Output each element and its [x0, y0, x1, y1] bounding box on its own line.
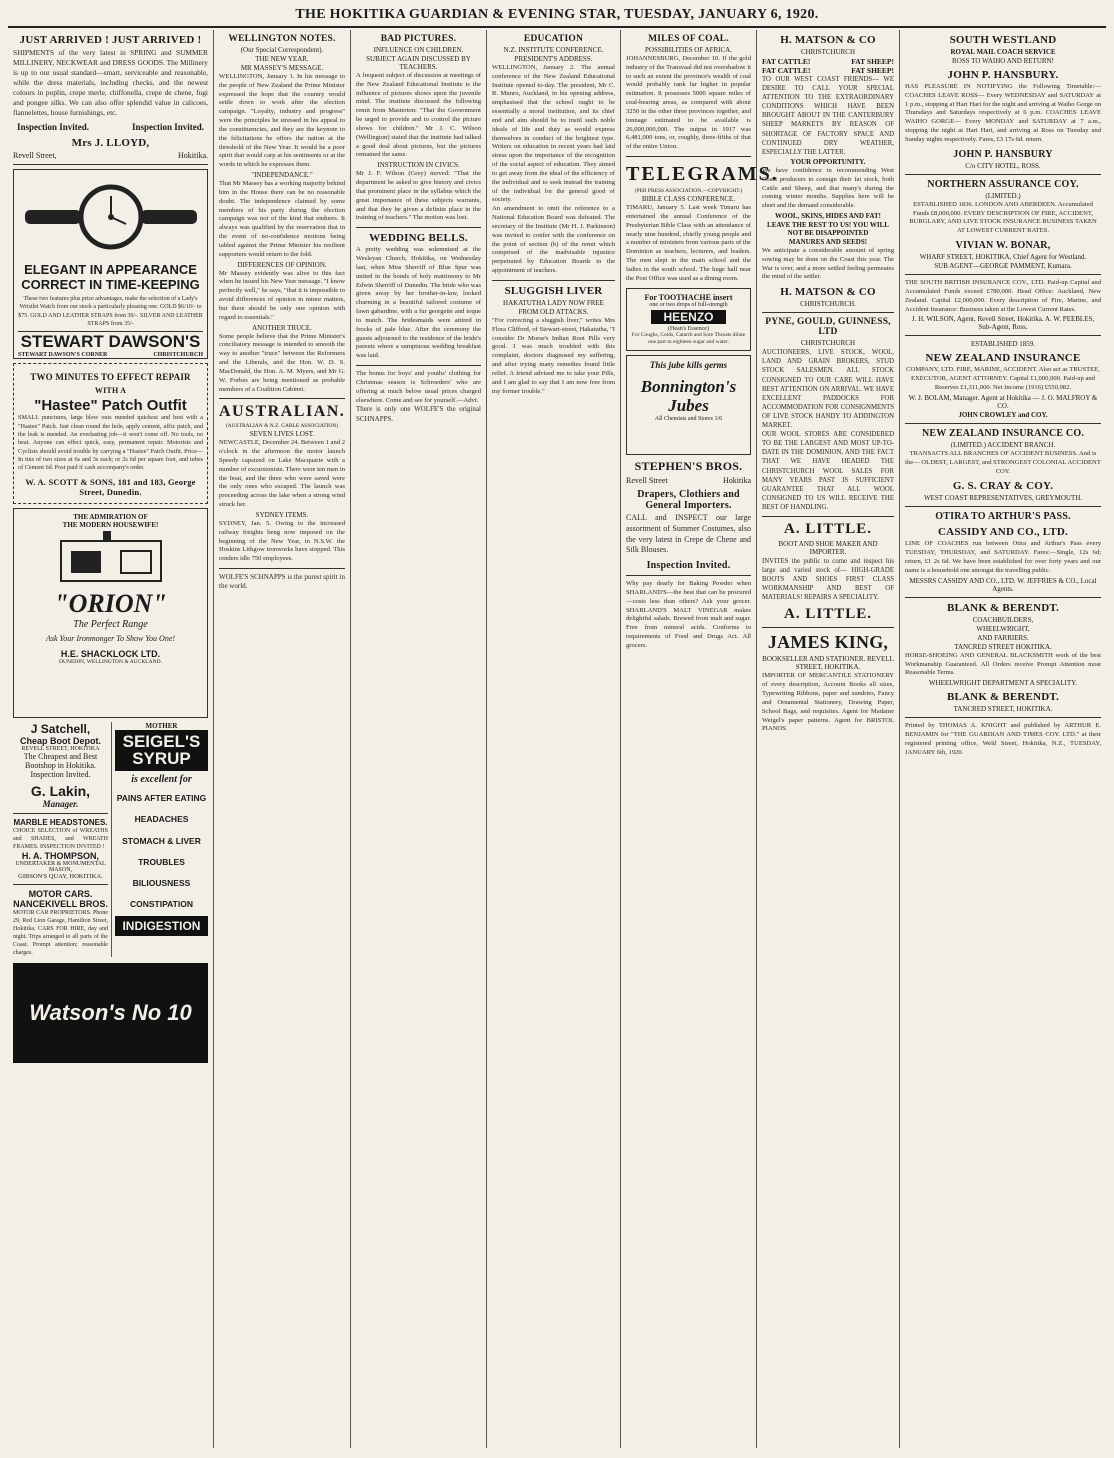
heenzo-text: For Coughs, Colds, Catarrh and Sore Throats dilute one part to eighteen sugar and water. [631, 331, 746, 345]
column-1 [8, 30, 214, 1448]
inspection-left: Inspection Invited. [17, 122, 90, 133]
bonningtons-brand: Bonnington's Jubes [640, 377, 737, 415]
little-sub: BOOT AND SHOE MAKER AND IMPORTER. [778, 539, 878, 556]
gcray-name: G. S. CRAY & COY. [952, 480, 1054, 493]
watch-headline-2: CORRECT IN TIME-KEEPING [21, 277, 200, 293]
divider [905, 597, 1101, 598]
truce-heading: ANOTHER TRUCE. [252, 323, 312, 332]
blank-sub-2: WHEELWRIGHT, [976, 624, 1030, 633]
divider [356, 365, 481, 366]
watsons-ad: Watson's No 10 [13, 963, 208, 1063]
nz-accident-sub: (LIMITED.) ACCIDENT BRANCH. [950, 440, 1056, 449]
seigel-list [115, 788, 208, 916]
northern-sub: (LIMITED.) [985, 191, 1021, 200]
king-text: IMPORTER OF MERCANTILE STATIONERY of every description, Account Books all sizes, Typewriting Ribbons, paper and sundries, Fancy and Ornamental Stationery, Drawing Paper, School Bags, and requisites. Agent for Madame Weigel's paper patterns. Agent for BRISTOL PIANOS. [762, 672, 894, 733]
stewart-city: CHRISTCHURCH [153, 351, 203, 358]
imprint: Printed by THOMAS A. KNIGHT and published by ARTHUR E. BENJAMIN for "THE GUARDIAN AND TIMES COY. LTD." at their registered printing office, Weld Street, Hokitika, N.Z., TUESDAY, JANUARY 6th, 1920. [905, 722, 1101, 756]
education-text-2: An amendment to omit the reference to a National Education Board was defeated. The secretary of the Institute (Mr H. J. Parkinson) was invited to confer with the conference on the point of section (b) of the remit which comprised of the inadvisable injustice perpetrated by Education Boards in the appointment of teachers. [492, 205, 615, 275]
pyne-text-2: OUR WOOL STORES ARE CONSIDERED TO BE THE LARGEST AND MOST UP-TO-DATE IN THE DOMINION, AND THE FACT THAT WE HAVE HEADED THE CHRISTCHURCH WOOL SALES FOR MANY YEARS PAST IS SUFFICIENT GUARANTEE THAT ALL WOOL CONSIGNED TO US WILL RECEIVE THE BEST OF HANDLING. [762, 431, 894, 511]
hastee-line-2: WITH A [94, 386, 127, 396]
divider [905, 423, 1101, 424]
civics-heading: INSTRUCTION IN CIVICS. [377, 161, 460, 170]
sluggish-sub-1: HAKATUTHA LADY NOW FREE [503, 298, 604, 307]
motor-heading: MOTOR CARS. [28, 888, 93, 899]
new-year-heading: THE NEW YEAR. [255, 55, 309, 63]
hansbury-text: HAS PLEASURE IN NOTIFYING the Following Timetable:— COACHES LEAVE ROSS— Every WEDNESDAY and SATURDAY at 1 p.m., stopping at Hari Hari for the night and arriving at Waiho Gorge on Thursdays and Saturdays respectively at 6 p.m. COACHES LEAVE WAIHO GORGE— Every MONDAY and SATURDAY at 7 a.m., stopping the night at Hari Hari, and arriving at Ross on Tuesday and Sunday nights respectively. Fares, £3 17s 6d. return. [905, 83, 1101, 143]
heenzo-ad [626, 288, 751, 352]
stephens-tagline: Drapers, Clothiers and General Importers. [637, 489, 740, 512]
sharland-ad: Why pay dearly for Baking Powder when SHARLAND'S—the best that can be procured—costs less than others? Ask your grocer. SHARLAND'S MALT VINEGAR makes delightful salads. Brewed from malt and sugar. Free from mineral acids. Conforms to requirements of Food and Drugs Act. All grocers. [626, 580, 751, 649]
divider [13, 164, 208, 165]
lloyd-street: Revell Street, [13, 151, 57, 161]
fat-sheep-2: FAT SHEEP! [851, 66, 894, 75]
just-arrived-heading: JUST ARRIVED ! JUST ARRIVED ! [19, 34, 202, 46]
massey-heading: MR MASSEY'S MESSAGE. [240, 64, 324, 72]
cassidy-name: CASSIDY AND CO., LTD. [938, 526, 1068, 539]
inspection-row [17, 122, 204, 132]
divider [762, 516, 894, 517]
seigel-mother: MOTHER [145, 721, 178, 730]
blank-address-2: TANCRED STREET, HOKITIKA. [953, 705, 1053, 714]
northern-text: ESTABLISHED 1836. LONDON AND ABERDEEN. Accumulated Funds £8,000,000. EVERY DESCRIPTION OF FIRE, ACCIDENT, BURGLARY, AND LIVE STOCK INSURANCE BUSINESS TAKEN AT LOWEST CURRENT RATES. [909, 200, 1097, 235]
seigel-tagline: is excellent for [131, 774, 192, 786]
seigel-item: BILIOUSNESS [132, 878, 191, 889]
civics-text: Mr J. F. Wilson (Grey) moved: "That the department be asked to give history and civics that prominent place in the syllabus which the great importance of these subjects warrants, and that they be given a definite place in the training of teachers." The motion was lost. [356, 170, 481, 222]
orion-brand: "ORION" [54, 588, 167, 618]
heenzo-brand: HEENZO [651, 310, 726, 324]
australian-heading: AUSTRALIAN. [219, 403, 346, 421]
divider [13, 884, 108, 885]
orion-top-1: THE ADMIRATION OF [73, 512, 148, 521]
lloyd-address [13, 151, 208, 160]
column-2 [214, 30, 351, 1448]
independance-heading: "INDEPENDANCE." [251, 171, 313, 180]
cassidy-agents: MESSRS CASSIDY AND CO., LTD. W. JEFFRIES & CO., Local Agents. [909, 576, 1097, 593]
just-arrived-text: SHIPMENTS of the very latest in SPRING and SUMMER MILLINERY, NECKWEAR and DRESS GOODS. The Millinery is up to our usual standard—smart, serviceable and reasonable, while the dress materials, including checks, and the newest colours in poplin, crepe merle, chiffonella, crepe de chene, fugi and pongee silks. We can also offer splendid value in calicoes, flannelettes, house furnishings, etc. [13, 48, 208, 117]
education-sub-1: N.Z. INSTITUTE CONFERENCE. [503, 46, 604, 54]
sydney-heading: SYDNEY ITEMS. [255, 510, 309, 519]
masthead: THE HOKITIKA GUARDIAN & EVENING STAR, TUESDAY, JANUARY 6, 1920. [8, 4, 1106, 28]
stewart-footer [18, 352, 203, 358]
bad-pictures-sub-1: INFLUENCE ON CHILDREN. [373, 46, 464, 54]
fat-sheep [851, 57, 894, 75]
divider [626, 156, 751, 157]
inspection-right: Inspection Invited. [131, 122, 204, 133]
little-text: INVITES the public to come and inspect his large and varied stock of— HIGH-GRADE BOOTS AND SHOES FIRST CLASS WORKMANSHIP AND BEST OF MATERIALS! REPAIRS A SPECIALITY. [762, 557, 894, 602]
wheelwright-dept: WHEELWRIGHT DEPARTMENT A SPECIALITY. [928, 679, 1078, 688]
divider [905, 717, 1101, 718]
divider [905, 174, 1101, 175]
pyne-city: CHRISTCHURCH [800, 339, 856, 348]
sluggish-sub-2: FROM OLD ATTACKS. [518, 307, 589, 316]
divider [905, 506, 1101, 507]
stephens-address [626, 476, 751, 485]
blank-sub-3: AND FARRIERS. [977, 633, 1029, 642]
wellington-text-4: Some people believe that the Prime Minister's conciliatory message is intended to smooth the way to another "truce" between the Reformers and the Liberals, and the Hon. W. D. S. MacDonald, the Hon. A. M. Myers, and Mr G. W. Forbes are being mentioned as probable members of a Coalition Cabinet. [219, 332, 345, 393]
blank-berendt-name-2: BLANK & BERENDT. [946, 691, 1060, 704]
stephens-town: Hokitika [723, 476, 751, 486]
leave-rest: LEAVE THE REST TO US! YOU WILL NOT BE DISAPPOINTED [767, 220, 889, 237]
wellington-text-1: WELLINGTON, January 1. In his message to the people of New Zealand the Prime Minister expressed the hope that the country would settle down to work after the election campaign. "Loyalty, industry and progress" were the principles he stressed in his appeal to the constituencies, and they are the keynote to the felicitations he offers the nation at the threshold of the New Year. It would be a poor spirit that would carp at his sentiments or at the words in which he expresses them. [219, 73, 345, 169]
jube-tagline: This jube kills germs [649, 360, 728, 371]
watch-illustration [18, 174, 203, 262]
ross-waiho: ROSS TO WAIHO AND RETURN! [952, 57, 1054, 65]
bonningtons-small: All Chemists and Stores 1/6 [654, 415, 723, 422]
crowley-name: JOHN CROWLEY and COY. [958, 410, 1048, 419]
hansbury-address: C/o CITY HOTEL, ROSS. [965, 161, 1041, 170]
cassidy-text: LINE OF COACHES run between Otira and Arthur's Pass every TUESDAY, THURSDAY, and SATURDAY. Fares:—Single, 12s 6d; return, £1 2s 6d. We have been established for over forty years and our name is a household one amongst the travelling public. [905, 540, 1101, 574]
established: ESTABLISHED 1859. [971, 340, 1035, 349]
scott-address: W. A. SCOTT & SONS, 181 and 183, George Street, Dunedin. [25, 476, 196, 497]
coal-sub: POSSIBILITIES OF AFRICA. [645, 46, 732, 54]
vivian-sub: WHARF STREET, HOKITIKA, Chief Agent for Westland. [919, 253, 1087, 262]
columns [8, 30, 1106, 1448]
nancekivell-text: MOTOR CAR PROPRIETORS. Phone 29, Red Lion Garage, Hamilton Street, Hokitika. CARS FOR HIRE, day and night. Trips arranged to all parts of the Coast. Prompt attention; reasonable charges. [13, 909, 108, 956]
south-westland-title: SOUTH WESTLAND [949, 34, 1057, 46]
horse-shoeing-text: HORSE-SHOEING AND GENERAL BLACKSMITH work of the best Workmanship Guaranteed. All Orders receive Prompt Attention most Reasonable Terms. [905, 651, 1101, 677]
king-sub: BOOKSELLER AND STATIONER. REVELL STREET, HOKITIKA. [762, 655, 894, 672]
fat-sheep-1: FAT SHEEP! [851, 57, 894, 66]
sluggish-text: "For correcting a sluggish liver," writes Mrs Flora Clifford, of Stewart-street, Hakatutha, "I consider Dr Morse's Indian Root Pills very good. I was much troubled with this complaint, doctors diagnosed my suffering, and after trying many remedies found little relief. A friend advised me to take your Pills, and I am glad to say that I am now free from my former trouble." [492, 316, 615, 395]
telegrams-sub: (PER PRESS ASSOCIATION.—COPYRIGHT.) [634, 188, 743, 195]
divider [626, 575, 751, 576]
australian-text-2: SYDNEY, Jan. 5. Owing to the increased railway freights beng now imposed on the beginning of the New Year, in N.S.W. the Hoskins Lithgow ironworks have stopped. This renders idle 750 employees. [219, 519, 345, 563]
column-6 [757, 30, 900, 1448]
hastee-ad [13, 363, 208, 503]
telegrams-heading: TELEGRAMS. [626, 163, 779, 186]
wolfe-ad: There is only one WOLFE'S the original SCHNAPPS. [356, 405, 481, 423]
bad-pictures-title: BAD PICTURES. [380, 34, 457, 44]
coal-title: MILES OF COAL. [648, 34, 729, 44]
wedding-text: A pretty wedding was solemnised at the Wesleyan Church, Hokitika, on Wednesday last, when Miss Sherriff of Blue Spur was united in the bonds of holy matrimony to Mr Edwin Sherriff of Dunedin. The bride who was given away by her brother-in-law, looked charming in a beautiful tailored costume of fawn gabardine, with a fur georgette and toque to match. The bridesmaids were attired in frocks of pale blue. After the ceremony the guests adjourned to the residence of the bride's parents where a sumptuous wedding breakfast was laid. [356, 246, 481, 360]
divider [219, 568, 345, 569]
divider [762, 312, 894, 313]
satchell-name: J Satchell, [30, 721, 91, 736]
matson-name-2: H. MATSON & CO [780, 286, 876, 299]
hastee-title: "Hastee" Patch Outfit [34, 397, 187, 415]
matson-city: CHRISTCHURCH [800, 48, 856, 56]
lloyd-name: Mrs J. LLOYD, [71, 137, 150, 150]
divider [905, 335, 1101, 336]
wellington-title: WELLINGTON NOTES. [228, 34, 336, 44]
differences-heading: DIFFERENCES OF OPINION. [237, 260, 327, 269]
opportunity-text: We have confidence in recommending West Coast producers to consign their fat stock, both Cattle and Sheep, and that many's during the coming winter months. Supplies here will be short and the demand considerable. [762, 166, 894, 210]
divider [905, 274, 1101, 275]
nz-insurance-name: NEW ZEALAND INSURANCE [925, 352, 1081, 365]
clothing-notice: The bonus for boys' and youths' clothing for Christmas season is Schroeders' who are offering at much below usual prices charged elsewhere. Come and see for yourself.—Advt. [356, 370, 481, 404]
pamment-agent: SUB AGENT—GEORGE PAMMENT, Kumara. [934, 262, 1072, 271]
gcray-sub: WEST COAST REPRESENTATIVES, GREYMOUTH. [923, 494, 1083, 503]
satchell-street: REVELL STREET, HOKITIKA [21, 745, 100, 752]
orion-top-2: THE MODERN HOUSEWIFE! [62, 520, 159, 529]
seigel-brand: SEIGEL'S SYRUP [115, 730, 208, 772]
wristwatch-icon [21, 178, 201, 258]
orion-ad [13, 508, 208, 718]
stewart-dawson-brand: STEWART DAWSON'S [18, 331, 203, 352]
bad-pictures-sub-2: SUBJECT AGAIN DISCUSSED BY TEACHERS. [366, 55, 471, 71]
australian-text-1: NEWCASTLE, December 24. Between 1 and 2 o'clock in the afternoon the motor launch Speedy capsized on Lake Macquarie with a number of excursionists. There were ten men in the boat, and the three who were saved were the only ones who escaped. The launch was proceeding across the lake when a strong wind struck her. [219, 439, 345, 509]
wellington-byline: (Our Special Correspondent). [240, 46, 324, 54]
matson-text: TO OUR WEST COAST FRIENDS— WE DESIRE TO CALL YOUR SPECIAL ATTENTION TO THE EXTRAORDINARY CONDITIONS WHICH HAVE BEEN BROUGHT ABOUT IN THE CANTERBURY SHEEP MARKETS BY REASON OF SHORTAGE OF FACTORY SPACE AND CONTINUED DRY WEATHER, ESPECIALLY THE LATTER. [762, 76, 894, 156]
divider [13, 813, 108, 814]
seven-lives-heading: SEVEN LIVES LOST. [249, 430, 315, 439]
peebles-agents: J. H. WILSON, Agent, Revell Street, Hokitika. A. W. PEEBLES, Sub-Agent, Ross. [911, 315, 1095, 332]
opportunity-heading: YOUR OPPORTUNITY. [790, 157, 866, 166]
thompson-address: GIBSON'S QUAY, HOKITIKA. [18, 872, 103, 880]
nz-accident-text: TRANSACTS ALL BRANCHES OF ACCIDENT BUSINESS. And is the— OLDEST, LARGEST, and STRONGEST COLONIAL ACCIDENT COY. [905, 449, 1101, 475]
stephens-inspection: Inspection Invited. [646, 560, 731, 572]
divider [356, 227, 481, 228]
matson-city-2: CHRISTCHURCH. [800, 300, 856, 309]
south-british-text: THE SOUTH BRITISH INSURANCE COY., LTD. Paid-up Capital and Accumulated Funds exceed £780,000. Head Office: Auckland, New Zealand. Capital £2,000,000. Every description of Fire, Marine, and Accident Insurance: Business taken at the Lowest Current Rates. [905, 279, 1101, 313]
telegrams-text: TIMARU, January 5. Last week Timaru has entertained the annual Conference of the Presbyterian Bible Class with an attendance of nearly nine hundred, chiefly young people and a number of ministers from various parts of the Dominion as teachers, lecturers, and leaders. The men slept in the main school and the ladies in the south school. The huge hall near the Post Office was used as a dining room. [626, 204, 751, 282]
hansbury-name-2: JOHN P. HANSBURY [953, 148, 1053, 160]
education-title: EDUCATION [523, 34, 584, 44]
blank-berendt-name: BLANK & BERENDT. [946, 601, 1060, 614]
stephens-street: Revell Street [626, 476, 668, 486]
seigel-item: CONSTIPATION [130, 899, 193, 910]
australian-sub: (AUSTRALIAN & N.Z. CABLE ASSOCIATION) [225, 423, 339, 430]
seigel-item: HEADACHES [134, 814, 189, 825]
divider [492, 280, 615, 281]
seigel-indigestion: INDIGESTION [115, 916, 208, 936]
watch-headline-1: ELEGANT IN APPEARANCE [24, 262, 197, 278]
newspaper-page [8, 4, 1106, 1448]
lakin-name: G. Lakin, [30, 782, 91, 799]
nz-insurance-text: COMPANY, LTD. FIRE, MARINE, ACCIDENT. Also act as TRUSTEE, EXECUTOR, AGENT ATTORNEY. Capital £1,000,000. Paid-up and Reserves £1,311,000. Net Income (1916) £550,982. [906, 366, 1100, 392]
column-5 [621, 30, 779, 1448]
column-4 [487, 30, 621, 1448]
fat-cattle [762, 57, 810, 75]
manures-heading: MANURES AND SEEDS! [788, 237, 868, 246]
stove-icon [51, 531, 171, 587]
column-7 [900, 30, 1106, 1448]
satchell-ads [13, 722, 112, 957]
little-name: A. LITTLE. [784, 520, 872, 537]
bible-class-heading: BIBLE CLASS CONFERENCE. [641, 195, 736, 204]
stephens-text: CALL and INSPECT our large assortment of Summer Costumes, also the very latest in Crepe de Chene and Silk Blouses. [626, 513, 751, 555]
marble-heading: MARBLE HEADSTONES. [13, 817, 108, 827]
marble-text: CHOICE SELECTION of WREATHS and SHADES, and WREATH FRAMES. INSPECTION INVITED ! [13, 827, 108, 850]
bad-pictures-text: A frequent subject of discussion at meetings of the New Zealand Educational Institute is the influence of pictures shows upon the juvenile mind. The institute discussed the following remit from Masterton: "That the Government be urged to provide and to control the picture shows for children." Mr J. C. Wilson (Wellington) stated that the institute had talked a good deal about pictures, but the pictures remained the same. [356, 72, 481, 159]
little-name-2: A. LITTLE. [784, 606, 872, 623]
divider [219, 398, 345, 399]
matson-name: H. MATSON & CO [780, 34, 876, 46]
vivian-name: VIVIAN W. BONAR, [955, 240, 1051, 252]
wedding-heading: WEDDING BELLS. [369, 232, 468, 245]
orion-maker-sub: DUNEDIN, WELLINGTON & AUCKLAND. [59, 658, 162, 665]
thompson-name: H. A. THOMPSON, [21, 850, 100, 861]
satchell-depot: Cheap Boot Depot. [19, 735, 101, 746]
wolfe-ad: WOLFE'S SCHNAPPS is the purest spirit in the world. [219, 573, 345, 591]
column-3 [351, 30, 487, 1448]
nz-insurance-agent: W. J. BOLAM, Manager. Agent at Hokitika — J. O. MALFROY & CO. [908, 393, 1098, 410]
bonningtons-ad [626, 355, 751, 455]
education-sub-2: PRESIDENT'S ADDRESS. [514, 55, 593, 63]
watch-ad [13, 169, 208, 359]
seigel-item: PAINS AFTER EATING [116, 793, 207, 804]
thompson-title: UNDERTAKER & MONUMENTAL MASON, [15, 860, 106, 873]
wellington-text-3: Mr Massey evidently was alive to this fact when he issued his New Year message. "I know perfectly well," he says, "that it is impossible to avoid differences of opinion in minor matters, but there should be only one opinion with regard to essentials." [219, 269, 345, 321]
orion-ask: Ask Your Ironmonger To Show You One! [45, 633, 176, 643]
otira-heading: OTIRA TO ARTHUR'S PASS. [935, 511, 1071, 523]
satchell-inspection: Inspection Invited. [30, 769, 91, 779]
northern-name: NORTHERN ASSURANCE COY. [927, 178, 1079, 190]
toothache-head: For TOOTHACHE insert [644, 292, 733, 302]
heenzo-tag: (Hean's Essence) [668, 325, 709, 332]
blank-sub-1: COACHBUILDERS, [972, 615, 1034, 624]
wellington-text-2: That Mr Massey has a working majority behind him in the House there can be no reasonable doubt. The independence claimed by some members of his party during the election campaign was not of the kind that endures. It always was qualified by the reservation that in the event of no-confidence motions being tabled against the Prime Minister his resilient supporters would return to the fold. [219, 180, 345, 258]
manures-text: We anticipate a considerable amount of spring sowing may be done on the Coast this year. The War is over, and a more settled feeling permeates the mind of the settler. [762, 246, 894, 281]
divider [762, 627, 894, 628]
hansbury-name: JOHN P. HANSBURY. [947, 69, 1059, 81]
coal-text: JOHANNESBURG, December 10. If the gold industry of the Transvaal did not overshadow it to such an extent the province's wealth of coal would probably rank far higher in popular estimation. It possesses 5000 square miles of coal-bearing areas, as compared with about 3250 in the other three provinces together, and tonnage estimated to be available is 26,000,000,000. The output in 1917 was 6,481,000 tons, or, roughly, three-fifths of that of the entire Union. [626, 55, 751, 151]
nz-accident-name: NEW ZEALAND INSURANCE CO. [921, 427, 1085, 439]
education-text-1: WELLINGTON, January 2. The annual conference of the New Zealand Educational Institute opened to-day. The president, Mr C. R. Munro, Auckland, in his opening address, emphasised that the school ought to be essentially a moral institution, and its chief end and aim should be to instil such noble ideals of life and duty as would express themselves in conduct of the brightest type. Writers on education in recent years had laid stress upon the importance of the recognition of the social aspect of education. They aimed to get away from the ideal of the efficiency of the individual and to seek instead the training of the individual for the general good of society. [492, 64, 615, 204]
lakin-title: Manager. [42, 798, 79, 809]
fat-cattle-2: FAT CATTLE! [762, 66, 811, 75]
fat-cattle-1: FAT CATTLE! [762, 57, 811, 66]
range-illustration [18, 529, 203, 589]
orion-maker: H.E. SHACKLOCK LTD. [60, 648, 161, 659]
wool-heading: WOOL, SKINS, HIDES AND FAT! [775, 211, 881, 220]
satchell-tagline: The Cheapest and Best Bootshop in Hokitika. [23, 751, 98, 770]
stewart-corner: STEWART DAWSON'S CORNER [18, 351, 108, 358]
coach-service: ROYAL MAIL COACH SERVICE [950, 48, 1056, 56]
hastee-line-1: TWO MINUTES TO EFFECT REPAIR [30, 372, 191, 383]
watch-small-text: These two features plus price advantages, make the selection of a Lady's Wristlet Watch from our stock a particularly pleasing one. GOLD $6/10/- to $75. GOLD AND LEATHER STRAPS from 30/-. SILVER AND LEATHER STRAPS from 35/- [18, 296, 203, 327]
bottom-ads-row [13, 722, 208, 957]
lloyd-town: Hokitika. [178, 151, 208, 161]
fat-stock-row [762, 57, 894, 75]
toothache-sub: one or two drops of full-strength [649, 301, 728, 308]
stephens-name: STEPHEN'S BROS. [634, 459, 743, 474]
orion-subtitle: The Perfect Range [73, 618, 148, 630]
seigel-item: STOMACH & LIVER TROUBLES [122, 835, 201, 867]
blank-address: TANCRED STREET HOKITIKA. [954, 642, 1052, 651]
pyne-name: PYNE, GOULD, GUINNESS, LTD [765, 317, 891, 338]
pyne-text: AUCTIONEERS, LIVE STOCK, WOOL, LAND AND GRAIN BROKERS, STUD STOCK SALESMEN. ALL STOCK CONSIGNED TO OUR CARE WILL HAVE BEST ATTENTION ON ARRIVAL. WE HAVE EXCELLENT PADDOCKS FOR ACCOMMODATION FOR CONSIGNMENTS OF LIVE STOCK HANDY TO ADDINGTON MARKET. [762, 349, 894, 430]
seigel-ad [112, 722, 208, 957]
nancekivell-name: NANCEKIVELL BROS. [13, 898, 108, 909]
king-name: JAMES KING, [767, 632, 889, 653]
hastee-text: SMALL punctures, large blow outs mended quickest and best with a "Hastee" Patch. Just clean round the hole, apply cement, affix patch, and the leak is mended. An everlasting job—it won't come off. No tools, no heat. Anyone can effect quick, easy, permanent repair. Motorists and Cyclists should avoid trouble by carrying a "Hastee" Patch Outfit. Price—In tins of two sizes at 6s and 3s each; or 2s 6d per square foot, and tubes of Cement 6d. Post paid if cash accompany's order. [18, 414, 203, 472]
sluggish-heading: SLUGGISH LIVER [504, 284, 603, 297]
